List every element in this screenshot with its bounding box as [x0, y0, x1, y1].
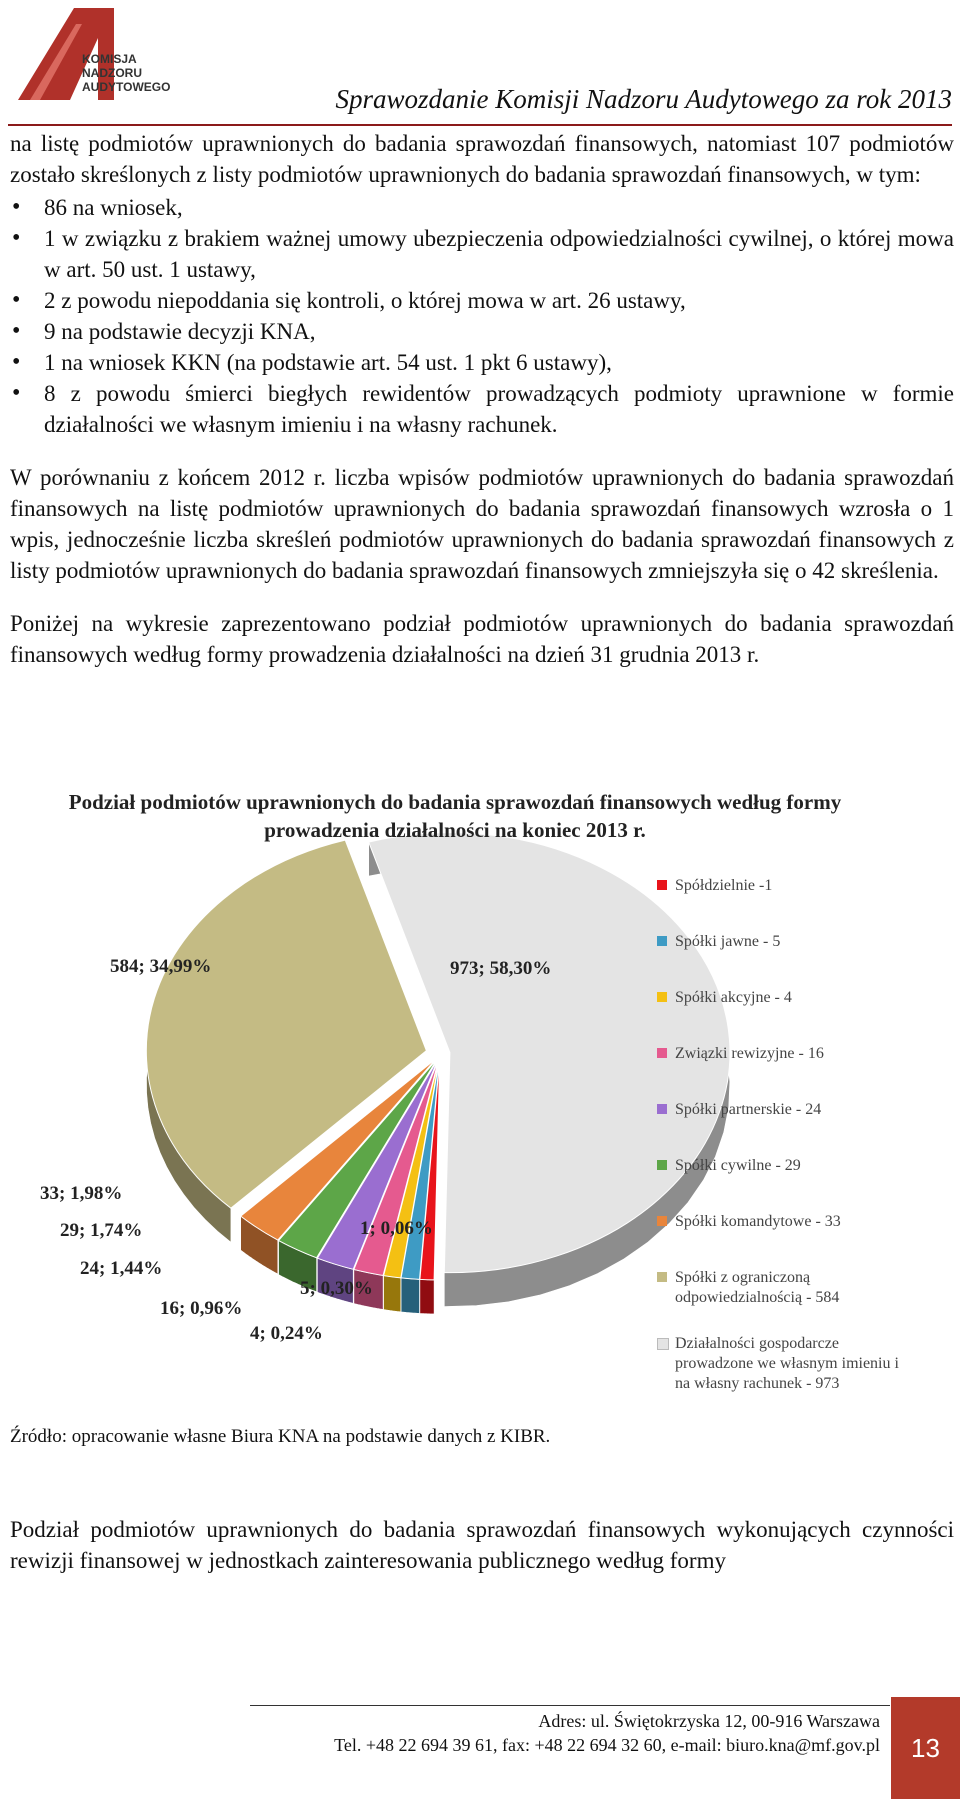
list-item: • 1 w związku z brakiem ważnej umowy ubezpieczenia odpowiedzialności cywilnej, o której mowa w art. 50 ust. 1 ustawy,	[10, 223, 954, 285]
legend-swatch	[657, 1048, 667, 1058]
removal-reasons-list	[10, 192, 954, 440]
comparison-paragraph: W porównaniu z końcem 2012 r. liczba wpisów podmiotów uprawnionych do badania sprawozdań finansowych na listę podmiotów uprawnionych do badania sprawozdań finansowych wzrosła o 1 wpis, jednocześnie liczba skreśleń podmiotów uprawnionych do badania sprawozdań finansowych z listy podmiotów uprawnionych do badania sprawozdań finansowych zmniejszyła się o 42 skreślenia.	[10, 465, 954, 583]
list-item: • 2 z powodu niepoddania się kontroli, o której mowa w art. 26 ustawy,	[10, 285, 954, 316]
pie-slice-side	[401, 1278, 419, 1314]
pie-slice-side	[384, 1276, 401, 1312]
pie-chart	[20, 784, 950, 1414]
legend-swatch	[657, 1338, 669, 1350]
page-number: 13	[891, 1697, 960, 1799]
legend-swatch	[657, 1160, 667, 1170]
legend-label: Działalności gospodarcze prowadzone we własnym imieniu i na własny rachunek - 973	[675, 1335, 899, 1392]
legend-label: Spółki jawne - 5	[675, 933, 781, 950]
pie-data-label: 5; 0,30%	[300, 1278, 373, 1299]
list-item: • 86 na wniosek,	[10, 192, 954, 223]
pie-data-label: 4; 0,24%	[250, 1323, 323, 1344]
legend-label: Spółdzielnie -1	[675, 877, 773, 894]
intro-paragraph: na listę podmiotów uprawnionych do badania sprawozdań finansowych, natomiast 107 podmiotów zostało skreślonych z listy podmiotów uprawnionych do badania sprawozdań finansowych, w tym:	[10, 131, 954, 187]
pie-data-label: 584; 34,99%	[110, 956, 212, 977]
list-item: • 9 na podstawie decyzji KNA,	[10, 316, 954, 347]
chart-title: Podział podmiotów uprawnionych do badania sprawozdań finansowych według formy prowadzenia działalności na koniec 2013 r.	[68, 790, 842, 842]
legend-swatch	[657, 1272, 667, 1282]
legend-label: Spółki akcyjne - 4	[675, 989, 792, 1006]
pie-slices	[146, 833, 730, 1314]
main-content	[10, 128, 954, 670]
legend-swatch	[657, 1104, 667, 1114]
pie-slice-side	[420, 1279, 434, 1314]
pie-data-label: 1; 0,06%	[360, 1218, 433, 1239]
list-item: • 8 z powodu śmierci biegłych rewidentów prowadzących podmioty uprawnione w formie działalności we własnym imieniu i na własny rachunek.	[10, 378, 954, 440]
footer-address: Adres: ul. Świętokrzyska 12, 00-916 Warszawa	[538, 1711, 880, 1731]
logo-line: AUDYTOWEGO	[82, 80, 171, 94]
logo-line: KOMISJA	[82, 52, 137, 66]
logo-line: NADZORU	[82, 66, 142, 80]
legend-label: Spółki komandytowe - 33	[675, 1213, 841, 1230]
legend-label: Spółki z ograniczoną odpowiedzialnością - 584	[675, 1269, 840, 1306]
pie-data-label: 24; 1,44%	[80, 1258, 163, 1279]
legend-swatch	[657, 880, 667, 890]
next-section-paragraph: Podział podmiotów uprawnionych do badania sprawozdań finansowych wykonujących czynności rewizji finansowej w jednostkach zainteresowania publicznego według formy	[10, 1517, 954, 1573]
pie-data-label: 16; 0,96%	[160, 1298, 243, 1319]
legend-label: Związki rewizyjne - 16	[675, 1045, 824, 1062]
pie-data-label: 973; 58,30%	[450, 958, 552, 979]
legend-swatch	[657, 1216, 667, 1226]
footer-contact: Tel. +48 22 694 39 61, fax: +48 22 694 32 60, e-mail: biuro.kna@mf.gov.pl	[334, 1735, 880, 1755]
pie-data-label: 33; 1,98%	[40, 1183, 123, 1204]
legend-label: Spółki partnerskie - 24	[675, 1101, 822, 1118]
logo-text	[82, 52, 170, 94]
legend-swatch	[657, 992, 667, 1002]
footer-divider	[250, 1705, 890, 1706]
chart-source: Źródło: opracowanie własne Biura KNA na podstawie danych z KIBR.	[10, 1426, 551, 1447]
pie-data-label: 29; 1,74%	[60, 1220, 143, 1241]
report-title: Sprawozdanie Komisji Nadzoru Audytowego za rok 2013	[335, 84, 952, 114]
chart-intro-paragraph: Poniżej na wykresie zaprezentowano podział podmiotów uprawnionych do badania sprawozdań finansowych według formy prowadzenia działalności na dzień 31 grudnia 2013 r.	[10, 611, 954, 667]
header-divider	[8, 124, 952, 126]
legend-label: Spółki cywilne - 29	[675, 1157, 801, 1174]
legend-swatch	[657, 936, 667, 946]
list-item: • 1 na wniosek KKN (na podstawie art. 54 ust. 1 pkt 6 ustawy),	[10, 347, 954, 378]
